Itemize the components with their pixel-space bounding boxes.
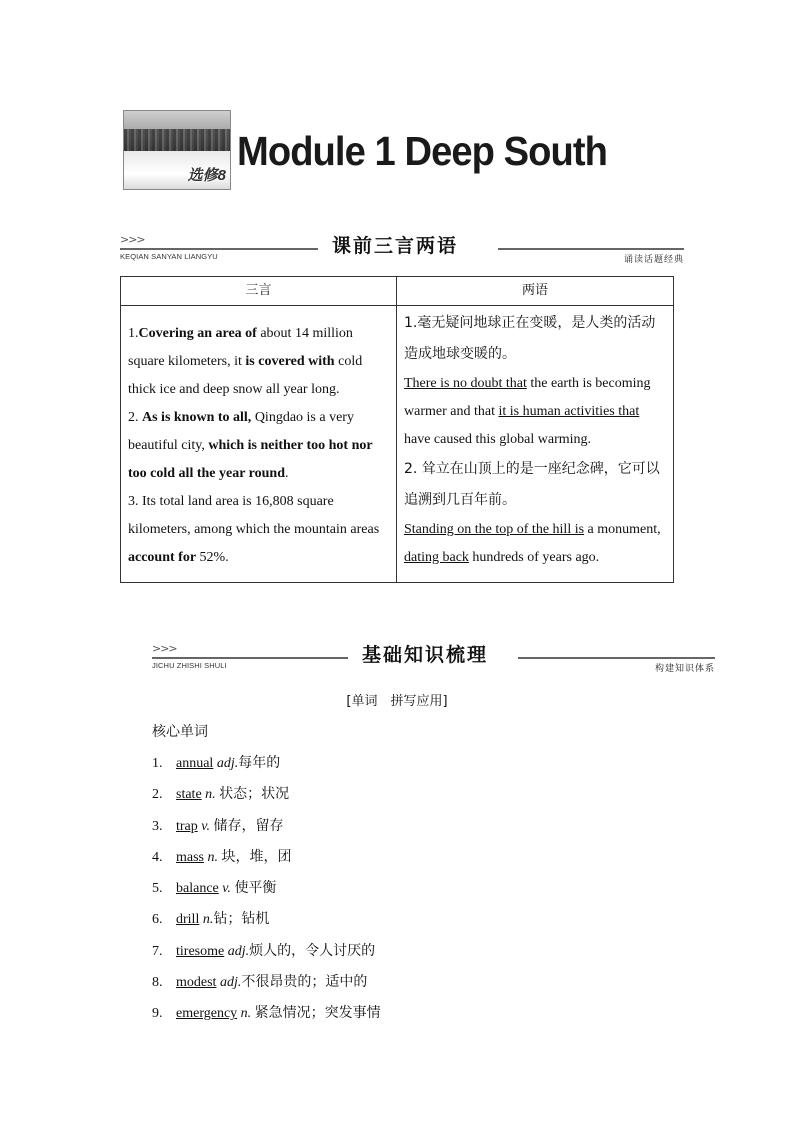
table-cell-right — [397, 306, 674, 583]
section-subtitle: 构建知识体系 — [654, 664, 715, 674]
translation-prompt-2: 2. 耸立在山顶上的是一座纪念碑，它可以追溯到几百年前。 — [404, 461, 660, 508]
section-bar-basics — [152, 642, 715, 676]
list-item: 6. drill n.钻；钻机 — [152, 911, 270, 928]
section-pinyin: KEQIAN SANYAN LIANGYU — [120, 252, 218, 261]
sentence-2: 2. As is known to all, Qingdao is a very beautiful city, which is neither too hot nor too cold all the year round. — [128, 410, 373, 481]
translation-prompt-1: 1.毫无疑问地球正在变暖，是人类的活动造成地球变暖的。 — [404, 315, 656, 362]
list-item: 7. tiresome adj.烦人的，令人讨厌的 — [152, 942, 376, 959]
module-badge: 选修8 — [187, 167, 226, 184]
section-subtitle: 诵读话题经典 — [623, 255, 684, 265]
sentence-1: 1.Covering an area of about 14 million square kilometers, it is covered with cold thick ice and deep snow all year long. — [128, 326, 363, 397]
section-title: 基础知识梳理 — [362, 644, 489, 666]
page-title: Module 1 Deep South — [237, 128, 608, 174]
list-item: 5. balance v. 使平衡 — [152, 880, 277, 897]
arrows-icon: >>> — [152, 642, 177, 655]
table-header-left: 三言 — [121, 277, 397, 306]
translation-answer-1: There is no doubt that the earth is becoming warmer and that it is human activities that have caused this global warming. — [404, 376, 651, 447]
list-item: 9. emergency n. 紧急情况；突发事情 — [152, 1005, 381, 1022]
phrase-table — [120, 276, 674, 583]
vocab-list — [152, 752, 381, 1034]
list-item: 3. trap v. 储存，留存 — [152, 817, 284, 834]
table-cell-left — [121, 306, 397, 583]
vocab-heading: [单词 拼写应用] — [346, 694, 448, 709]
table-header-right: 两语 — [397, 277, 674, 306]
translation-answer-2: Standing on the top of the hill is a monument, dating back hundreds of years ago. — [404, 522, 661, 565]
list-item: 4. mass n. 块，堆，团 — [152, 848, 292, 865]
list-item: 8. modest adj.不很昂贵的；适中的 — [152, 974, 368, 991]
core-words-label: 核心单词 — [152, 724, 208, 740]
section-title: 课前三言两语 — [332, 235, 459, 257]
section-bar-preview — [120, 233, 684, 267]
sentence-3: 3. Its total land area is 16,808 square kilometers, among which the mountain areas account for 52%. — [128, 494, 380, 565]
list-item: 2. state n. 状态；状况 — [152, 786, 290, 803]
section-pinyin: JICHU ZHISHI SHULI — [152, 661, 227, 670]
arrows-icon: >>> — [120, 233, 145, 246]
list-item: 1. annual adj.每年的 — [152, 755, 281, 771]
module-thumbnail — [123, 110, 231, 190]
